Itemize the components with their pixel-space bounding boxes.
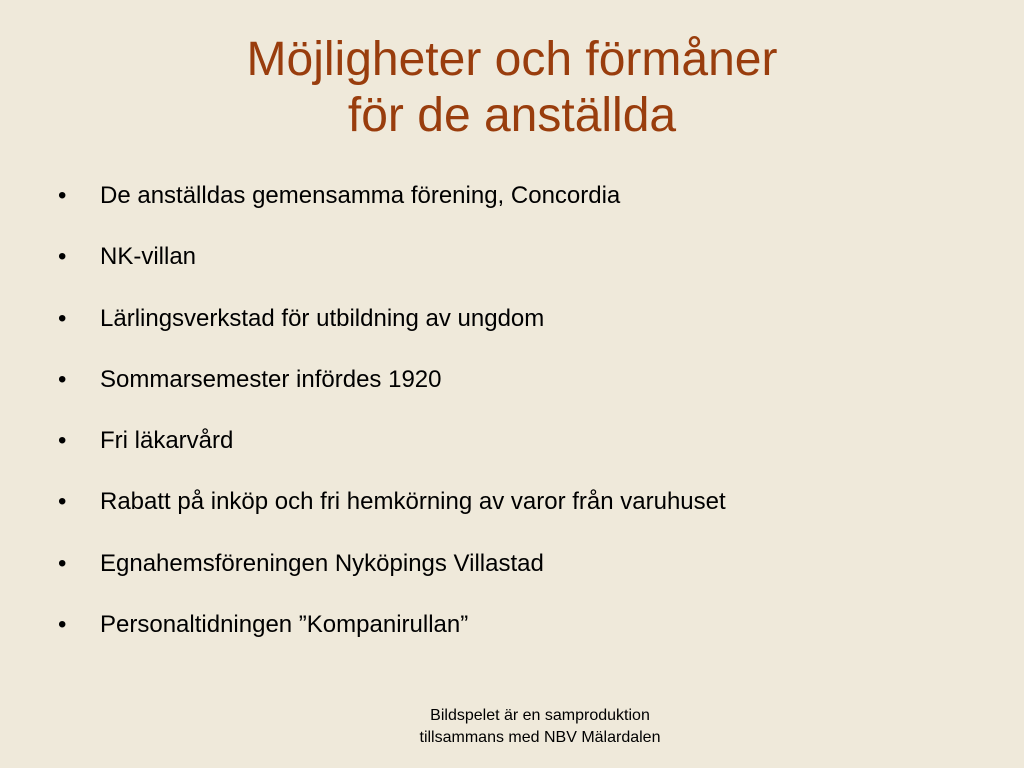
- bullet-icon: •: [58, 427, 67, 455]
- bullet-text: Lärlingsverkstad för utbildning av ungdom: [100, 304, 545, 332]
- footer-line-2: tillsammans med NBV Mälardalen: [419, 729, 661, 746]
- bullet-icon: •: [58, 304, 67, 332]
- bullet-text: Sommarsemester infördes 1920: [100, 365, 442, 393]
- bullet-icon: •: [58, 182, 67, 209]
- bullet-text: Personaltidningen ”Kompanirullan”: [100, 611, 469, 639]
- bullet-icon: •: [58, 243, 67, 271]
- bullet-text: Egnahemsföreningen Nyköpings Villastad: [100, 549, 544, 577]
- slide-title-line-2: för de anställda: [347, 89, 677, 142]
- bullet-icon: •: [58, 611, 67, 639]
- slide-footer: [300, 705, 780, 749]
- slide-title: [0, 32, 1024, 144]
- bullet-icon: •: [58, 488, 67, 516]
- bullet-text: NK-villan: [100, 243, 197, 271]
- footer-line-1: Bildspelet är en samproduktion: [430, 707, 650, 724]
- bullet-icon: •: [58, 365, 67, 393]
- bullet-text: De anställdas gemensamma förening, Concordia: [100, 182, 621, 209]
- bullet-icon: •: [58, 549, 67, 577]
- bullet-text: Fri läkarvård: [100, 427, 234, 455]
- slide-title-line-1: Möjligheter och förmåner: [246, 33, 778, 86]
- bullet-text: Rabatt på inköp och fri hemkörning av varor från varuhuset: [100, 488, 726, 516]
